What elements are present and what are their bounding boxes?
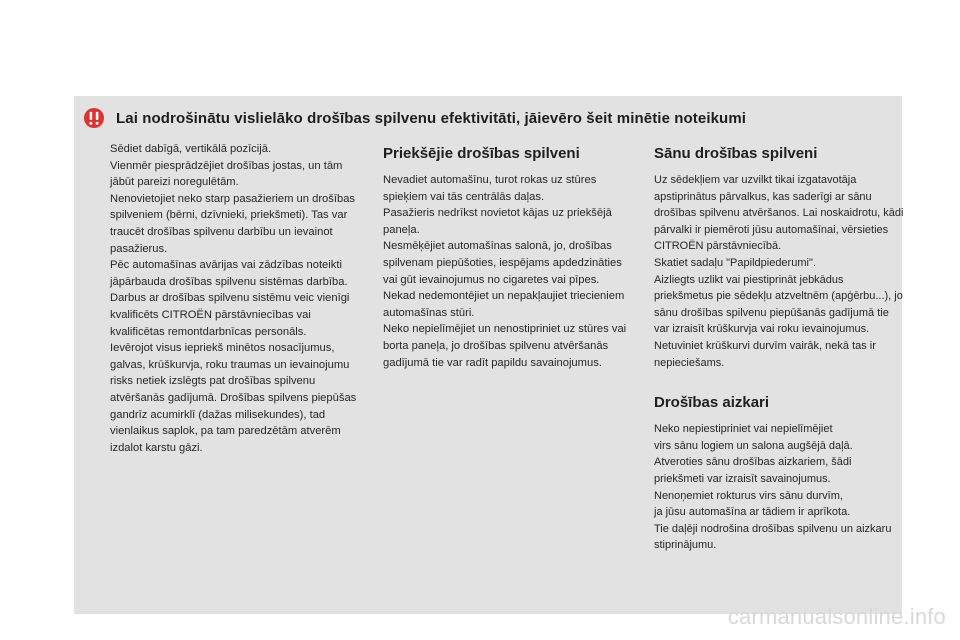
curtain-airbags-heading: Drošības aizkari [654,394,770,412]
side-airbags-column [654,144,904,554]
front-airbags-text: Nevadiet automašīnu, turot rokas uz stūres spieķiem vai tās centrālās daļas. Pasažieris nedrīkst novietot kājas uz priekšējā paneļa. Nesmēķējiet automašīnas salonā, jo, drošības spilvenam piepūšoties, iespējams apdedzināties vai gūt ievainojumus no cigaretes vai pīpes. Nekad nedemontējiet un nepakļaujiet triecieniem automašīnas stūri. Neko nepielīmējiet un nenostipriniet uz stūres vai borta paneļa, jo drošības spilvenu atvēršanās gadījumā tie var radīt papildu savainojumus. [383,174,627,369]
watermark-brand: carmanualsonline.info [727,604,946,629]
general-rules-column [110,141,365,456]
front-airbags-heading: Priekšējie drošības spilveni [383,145,580,162]
side-airbags-heading: Sānu drošības spilveni [654,145,818,162]
side-airbags-text: Uz sēdekļiem var uzvilkt tikai izgatavotāja apstiprinātus pārvalkus, kas saderīgi ar sānu drošības spilvenu atvēršanos. Lai noskaidrotu, kādi pārvalki ir piemēroti jūsu automašīnai, vērsieties CITROËN pārstāvniecībā. Skatiet sadaļu "Papildpiederumi". Aizliegts uzlikt vai piestiprināt jebkādus priekšmetus pie sēdekļu atzveltnēm (apģērbu...), jo sānu drošības spilvenu piepūšanās gadījumā tie var izraisīt krūškurvja vai roku ievainojumus. Netuviniet krūškurvi durvīm vairāk, nekā tas ir nepieciešams. [654,174,904,369]
curtain-airbags-text: Neko nepiestipriniet vai nepielīmējiet virs sānu logiem un salona augšējā daļā. Atveroties sānu drošības aizkariem, šādi priekšmeti var izraisīt savainojumus. Nenoņemiet rokturus virs sānu durvīm, ja jūsu automašīna ar tādiem ir aprīkota. Tie daļēji nodrošina drošības spilvenu un aizkaru stiprinājumu. [654,423,892,552]
front-airbags-column [383,144,638,371]
banner-title: Lai nodrošinātu vislielāko drošības spilvenu efektivitāti, jāievēro šeit minētie noteikumi [116,109,747,127]
general-rules-text: Sēdiet dabīgā, vertikālā pozīcijā. Vienmēr piesprādzējiet drošības jostas, un tām jābūt pareizi noregulētām. Nenovietojiet neko starp pasažieriem un drošības spilveniem (bērni, dzīvnieki, priekšmeti). Tas var traucēt drošības spilvenu darbību un ievainot pasažierus. Pēc automašīnas avārijas vai zādzības noteikti jāpārbauda drošības spilvenu sistēmas darbība. Darbus ar drošības spilvenu sistēmu veic vienīgi kvalificēts CITROËN pārstāvniecības vai kvalificētas remontdarbnīcas personāls. Ievērojot visus iepriekš minētos nosacījumus, galvas, krūškurvja, roku traumas un ievainojumu risks netiek izslēgts pat drošības spilvenu atvēršanās gadījumā. Drošības spilvens piepūšas gandrīz acumirklī (dažas milisekundes), tad vienlaikus saplok, pa tam paredzētām atverēm izdalot karstu gāzi. [110,143,357,454]
warning-icon [84,108,104,128]
warning-banner [84,104,804,132]
